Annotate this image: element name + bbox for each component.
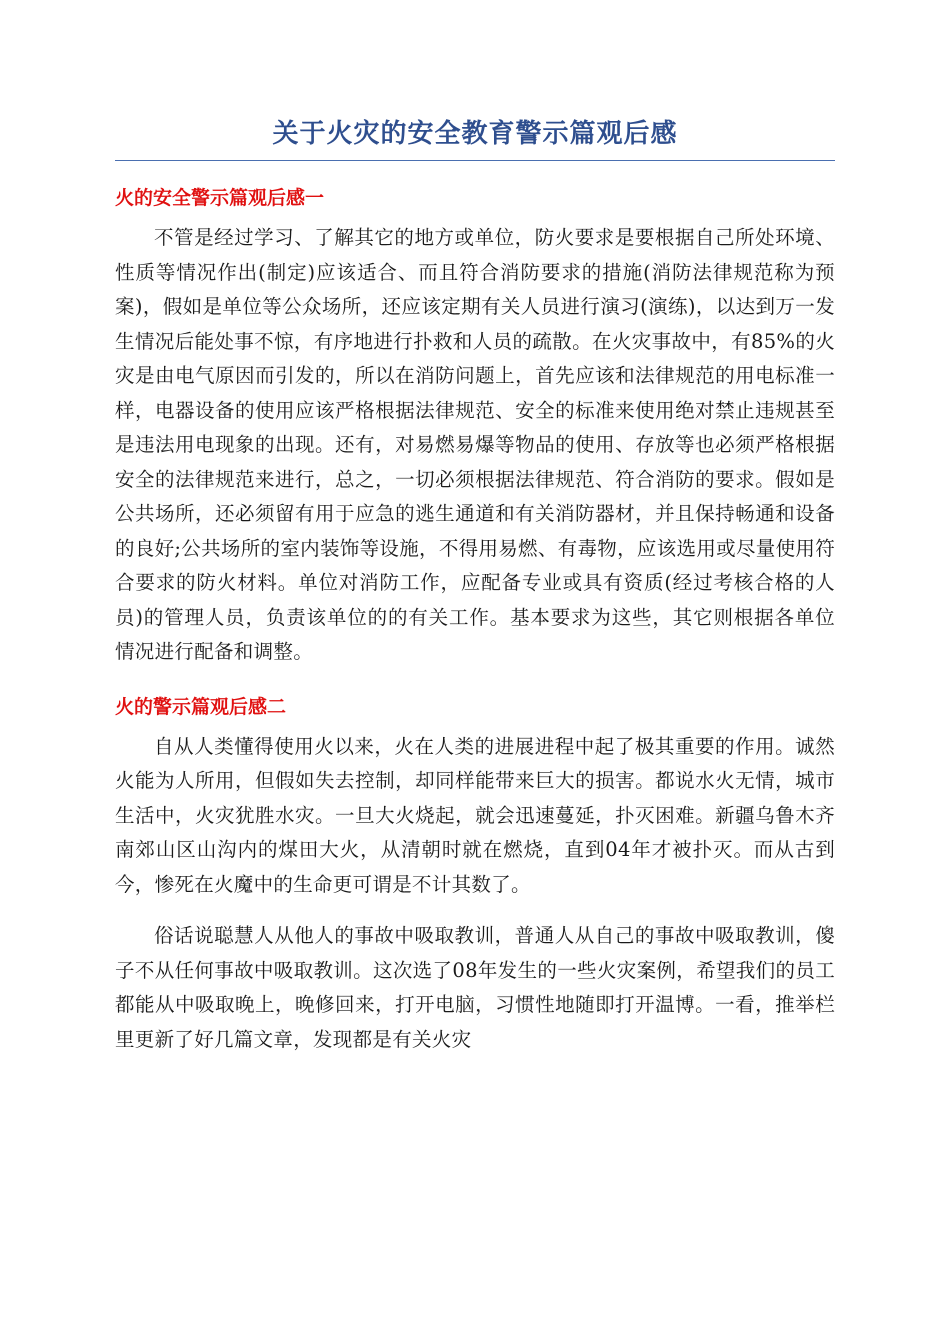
document-page: [115, 112, 835, 1057]
section-one: [115, 181, 835, 670]
body-paragraph: 不管是经过学习、了解其它的地方或单位，防火要求是要根据自己所处环境、性质等情况作出(制定)应该适合、而且符合消防要求的措施(消防法律规范称为预案)，假如是单位等公众场所，还应该定期有关人员进行演习(演练)，以达到万一发生情况后能处事不惊，有序地进行扑救和人员的疏散。在火灾事故中，有85%的火灾是由电气原因而引发的，所以在消防问题上，首先应该和法律规范的用电标准一样，电器设备的使用应该严格根据法律规范、安全的标准来使用绝对禁止违规甚至是违法用电现象的出现。还有，对易燃易爆等物品的使用、存放等也必须严格根据安全的法律规范来进行，总之，一切必须根据法律规范、符合消防的要求。假如是公共场所，还必须留有用于应急的逃生通道和有关消防器材，并且保持畅通和设备的良好;公共场所的室内装饰等设施，不得用易燃、有毒物，应该选用或尽量使用符合要求的防火材料。单位对消防工作，应配备专业或具有资质(经过考核合格的人员)的管理人员，负责该单位的的有关工作。基本要求为这些，其它则根据各单位情况进行配备和调整。: [115, 226, 835, 663]
body-paragraph: 俗话说聪慧人从他人的事故中吸取教训，普通人从自己的事故中吸取教训，傻子不从任何事故中吸取教训。这次选了08年发生的一些火灾案例，希望我们的员工都能从中吸取晚上，晚修回来，打开电脑，习惯性地随即打开温博。一看，推举栏里更新了好几篇文章，发现都是有关火灾: [115, 924, 835, 1051]
section-heading: 火的安全警示篇观后感一: [115, 187, 325, 209]
document-title: 关于火灾的安全教育警示篇观后感: [115, 112, 835, 161]
section-two: [115, 690, 835, 1058]
section-heading: 火的警示篇观后感二: [115, 695, 287, 718]
body-paragraph: 自从人类懂得使用火以来，火在人类的进展进程中起了极其重要的作用。诚然火能为人所用，但假如失去控制，却同样能带来巨大的损害。都说水火无情，城市生活中，火灾犹胜水灾。一旦大火烧起，就会迅速蔓延，扑灭困难。新疆乌鲁木齐南郊山区山沟内的煤田大火，从清朝时就在燃烧，直到04年才被扑灭。而从古到今，惨死在火魔中的生命更可谓是不计其数了。: [115, 734, 835, 896]
